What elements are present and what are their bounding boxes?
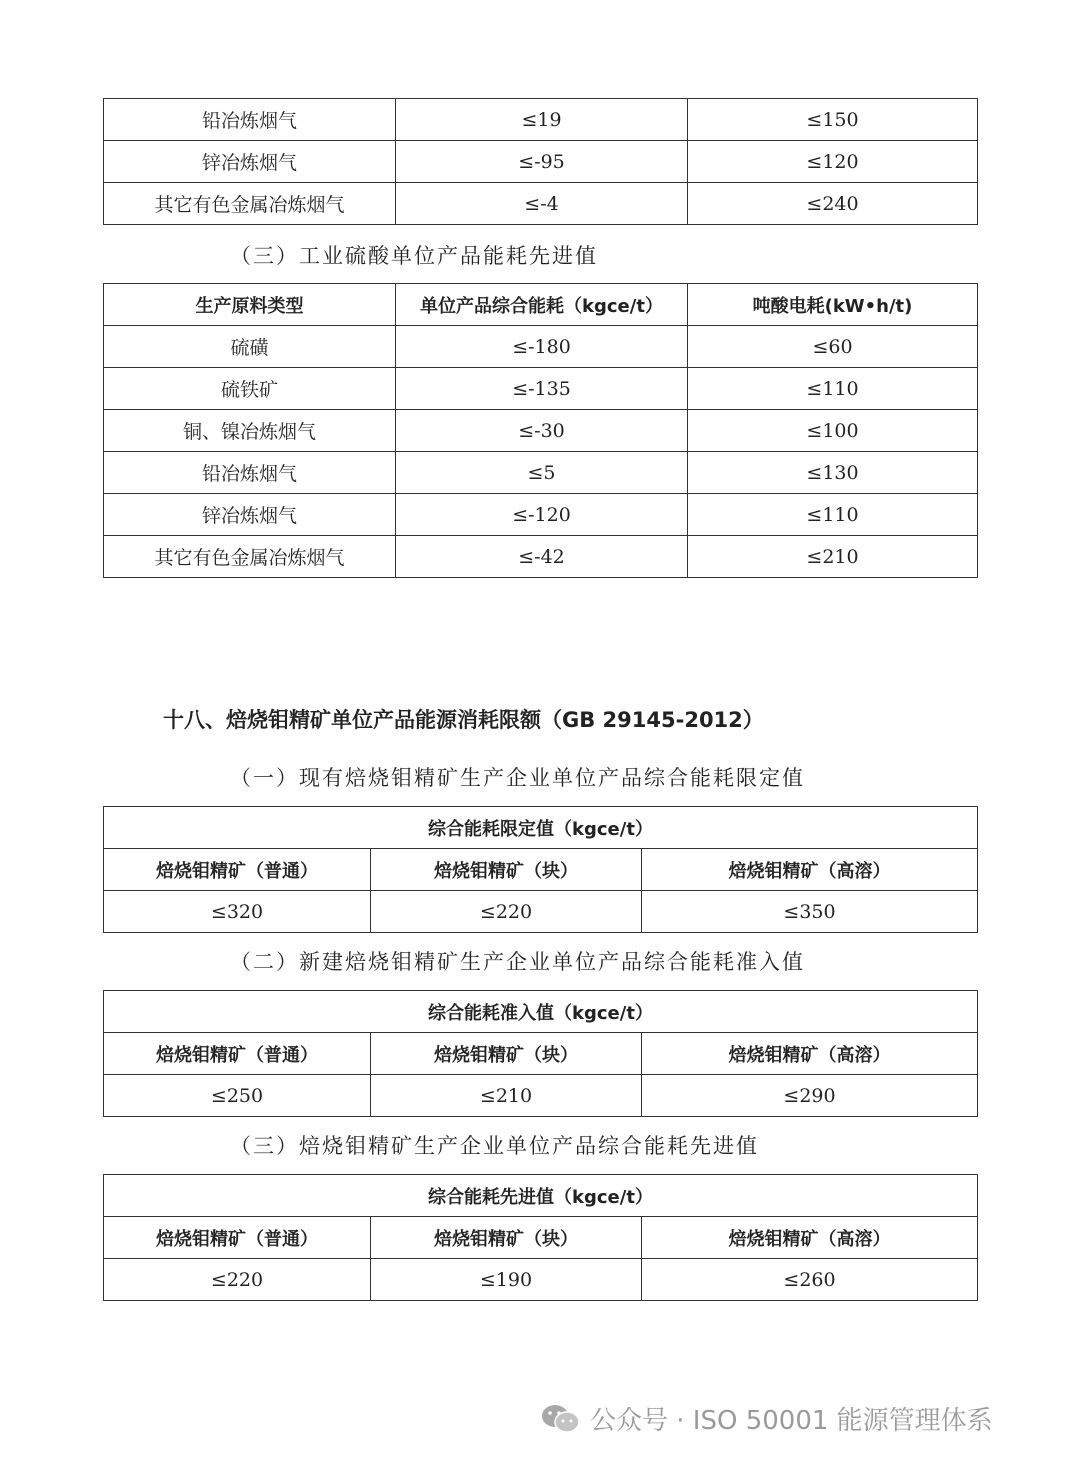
section-subtitle: （三）焙烧钼精矿生产企业单位产品综合能耗先进值	[230, 1134, 759, 1158]
table-header-row	[104, 284, 978, 326]
table-cell: 锌冶炼烟气	[104, 141, 396, 183]
table-row	[104, 99, 978, 141]
table-cell: 其它有色金属冶炼烟气	[104, 536, 396, 578]
column-header: 焙烧钼精矿（高溶）	[642, 1217, 978, 1259]
table-title-row	[104, 991, 978, 1033]
table-cell: 铜、镍冶炼烟气	[104, 410, 396, 452]
table-cell: 铅冶炼烟气	[104, 99, 396, 141]
section-heading: 十八、焙烧钼精矿单位产品能源消耗限额（GB 29145-2012）	[163, 708, 764, 732]
column-header: 焙烧钼精矿（高溶）	[642, 849, 978, 891]
table-row	[104, 536, 978, 578]
table-row	[104, 1259, 978, 1301]
limit-value-table	[103, 806, 978, 933]
table-cell: ≤-42	[396, 536, 688, 578]
table-cell: ≤250	[104, 1075, 371, 1117]
table-cell: 其它有色金属冶炼烟气	[104, 183, 396, 225]
table-cell: 锌冶炼烟气	[104, 494, 396, 536]
column-header: 焙烧钼精矿（普通）	[104, 1033, 371, 1075]
table-cell: ≤350	[642, 891, 978, 933]
column-header: 焙烧钼精矿（高溶）	[642, 1033, 978, 1075]
table-cell: ≤19	[396, 99, 688, 141]
table-cell: ≤210	[371, 1075, 642, 1117]
table-title: 综合能耗限定值（kgce/t）	[104, 807, 978, 849]
table-cell: ≤130	[688, 452, 978, 494]
table-row	[104, 1075, 978, 1117]
table-row	[104, 410, 978, 452]
sulfuric-acid-table-continued	[103, 98, 978, 225]
column-header: 焙烧钼精矿（普通）	[104, 849, 371, 891]
table-title: 综合能耗准入值（kgce/t）	[104, 991, 978, 1033]
table-cell: ≤110	[688, 494, 978, 536]
watermark	[540, 1400, 993, 1437]
table-cell: 硫铁矿	[104, 368, 396, 410]
table-cell: ≤220	[104, 1259, 371, 1301]
table-cell: ≤210	[688, 536, 978, 578]
table-cell: ≤-95	[396, 141, 688, 183]
table-cell: ≤-30	[396, 410, 688, 452]
table-title-row	[104, 1175, 978, 1217]
table-row	[104, 368, 978, 410]
table-cell: ≤240	[688, 183, 978, 225]
wechat-icon	[540, 1403, 582, 1435]
table-header-row	[104, 1033, 978, 1075]
advanced-value-table	[103, 1174, 978, 1301]
column-header: 单位产品综合能耗（kgce/t）	[396, 284, 688, 326]
table-cell: ≤320	[104, 891, 371, 933]
column-header: 焙烧钼精矿（普通）	[104, 1217, 371, 1259]
table-row	[104, 183, 978, 225]
table-row	[104, 494, 978, 536]
table-cell: ≤120	[688, 141, 978, 183]
table-cell: ≤-4	[396, 183, 688, 225]
table-cell: ≤110	[688, 368, 978, 410]
table-cell: 铅冶炼烟气	[104, 452, 396, 494]
table-cell: ≤100	[688, 410, 978, 452]
column-header: 焙烧钼精矿（块）	[371, 849, 642, 891]
table-row	[104, 326, 978, 368]
table-cell: 硫磺	[104, 326, 396, 368]
table-cell: ≤-180	[396, 326, 688, 368]
column-header: 焙烧钼精矿（块）	[371, 1033, 642, 1075]
table-cell: ≤-135	[396, 368, 688, 410]
table-row	[104, 891, 978, 933]
access-value-table	[103, 990, 978, 1117]
table-cell: ≤150	[688, 99, 978, 141]
table-title-row	[104, 807, 978, 849]
table-cell: ≤-120	[396, 494, 688, 536]
table-title: 综合能耗先进值（kgce/t）	[104, 1175, 978, 1217]
table-header-row	[104, 1217, 978, 1259]
column-header: 生产原料类型	[104, 284, 396, 326]
table-cell: ≤220	[371, 891, 642, 933]
section-subtitle: （三）工业硫酸单位产品能耗先进值	[230, 244, 598, 268]
table-cell: ≤190	[371, 1259, 642, 1301]
table-cell: ≤290	[642, 1075, 978, 1117]
section-subtitle: （二）新建焙烧钼精矿生产企业单位产品综合能耗准入值	[230, 950, 805, 974]
table-cell: ≤5	[396, 452, 688, 494]
table-header-row	[104, 849, 978, 891]
table-cell: ≤60	[688, 326, 978, 368]
table-cell: ≤260	[642, 1259, 978, 1301]
section-subtitle: （一）现有焙烧钼精矿生产企业单位产品综合能耗限定值	[230, 766, 805, 790]
table-row	[104, 452, 978, 494]
column-header: 焙烧钼精矿（块）	[371, 1217, 642, 1259]
column-header: 吨酸电耗(kW•h/t)	[688, 284, 978, 326]
table-row	[104, 141, 978, 183]
watermark-text: 公众号 · ISO 50001 能源管理体系	[590, 1406, 993, 1436]
sulfuric-acid-advanced-table	[103, 283, 978, 578]
